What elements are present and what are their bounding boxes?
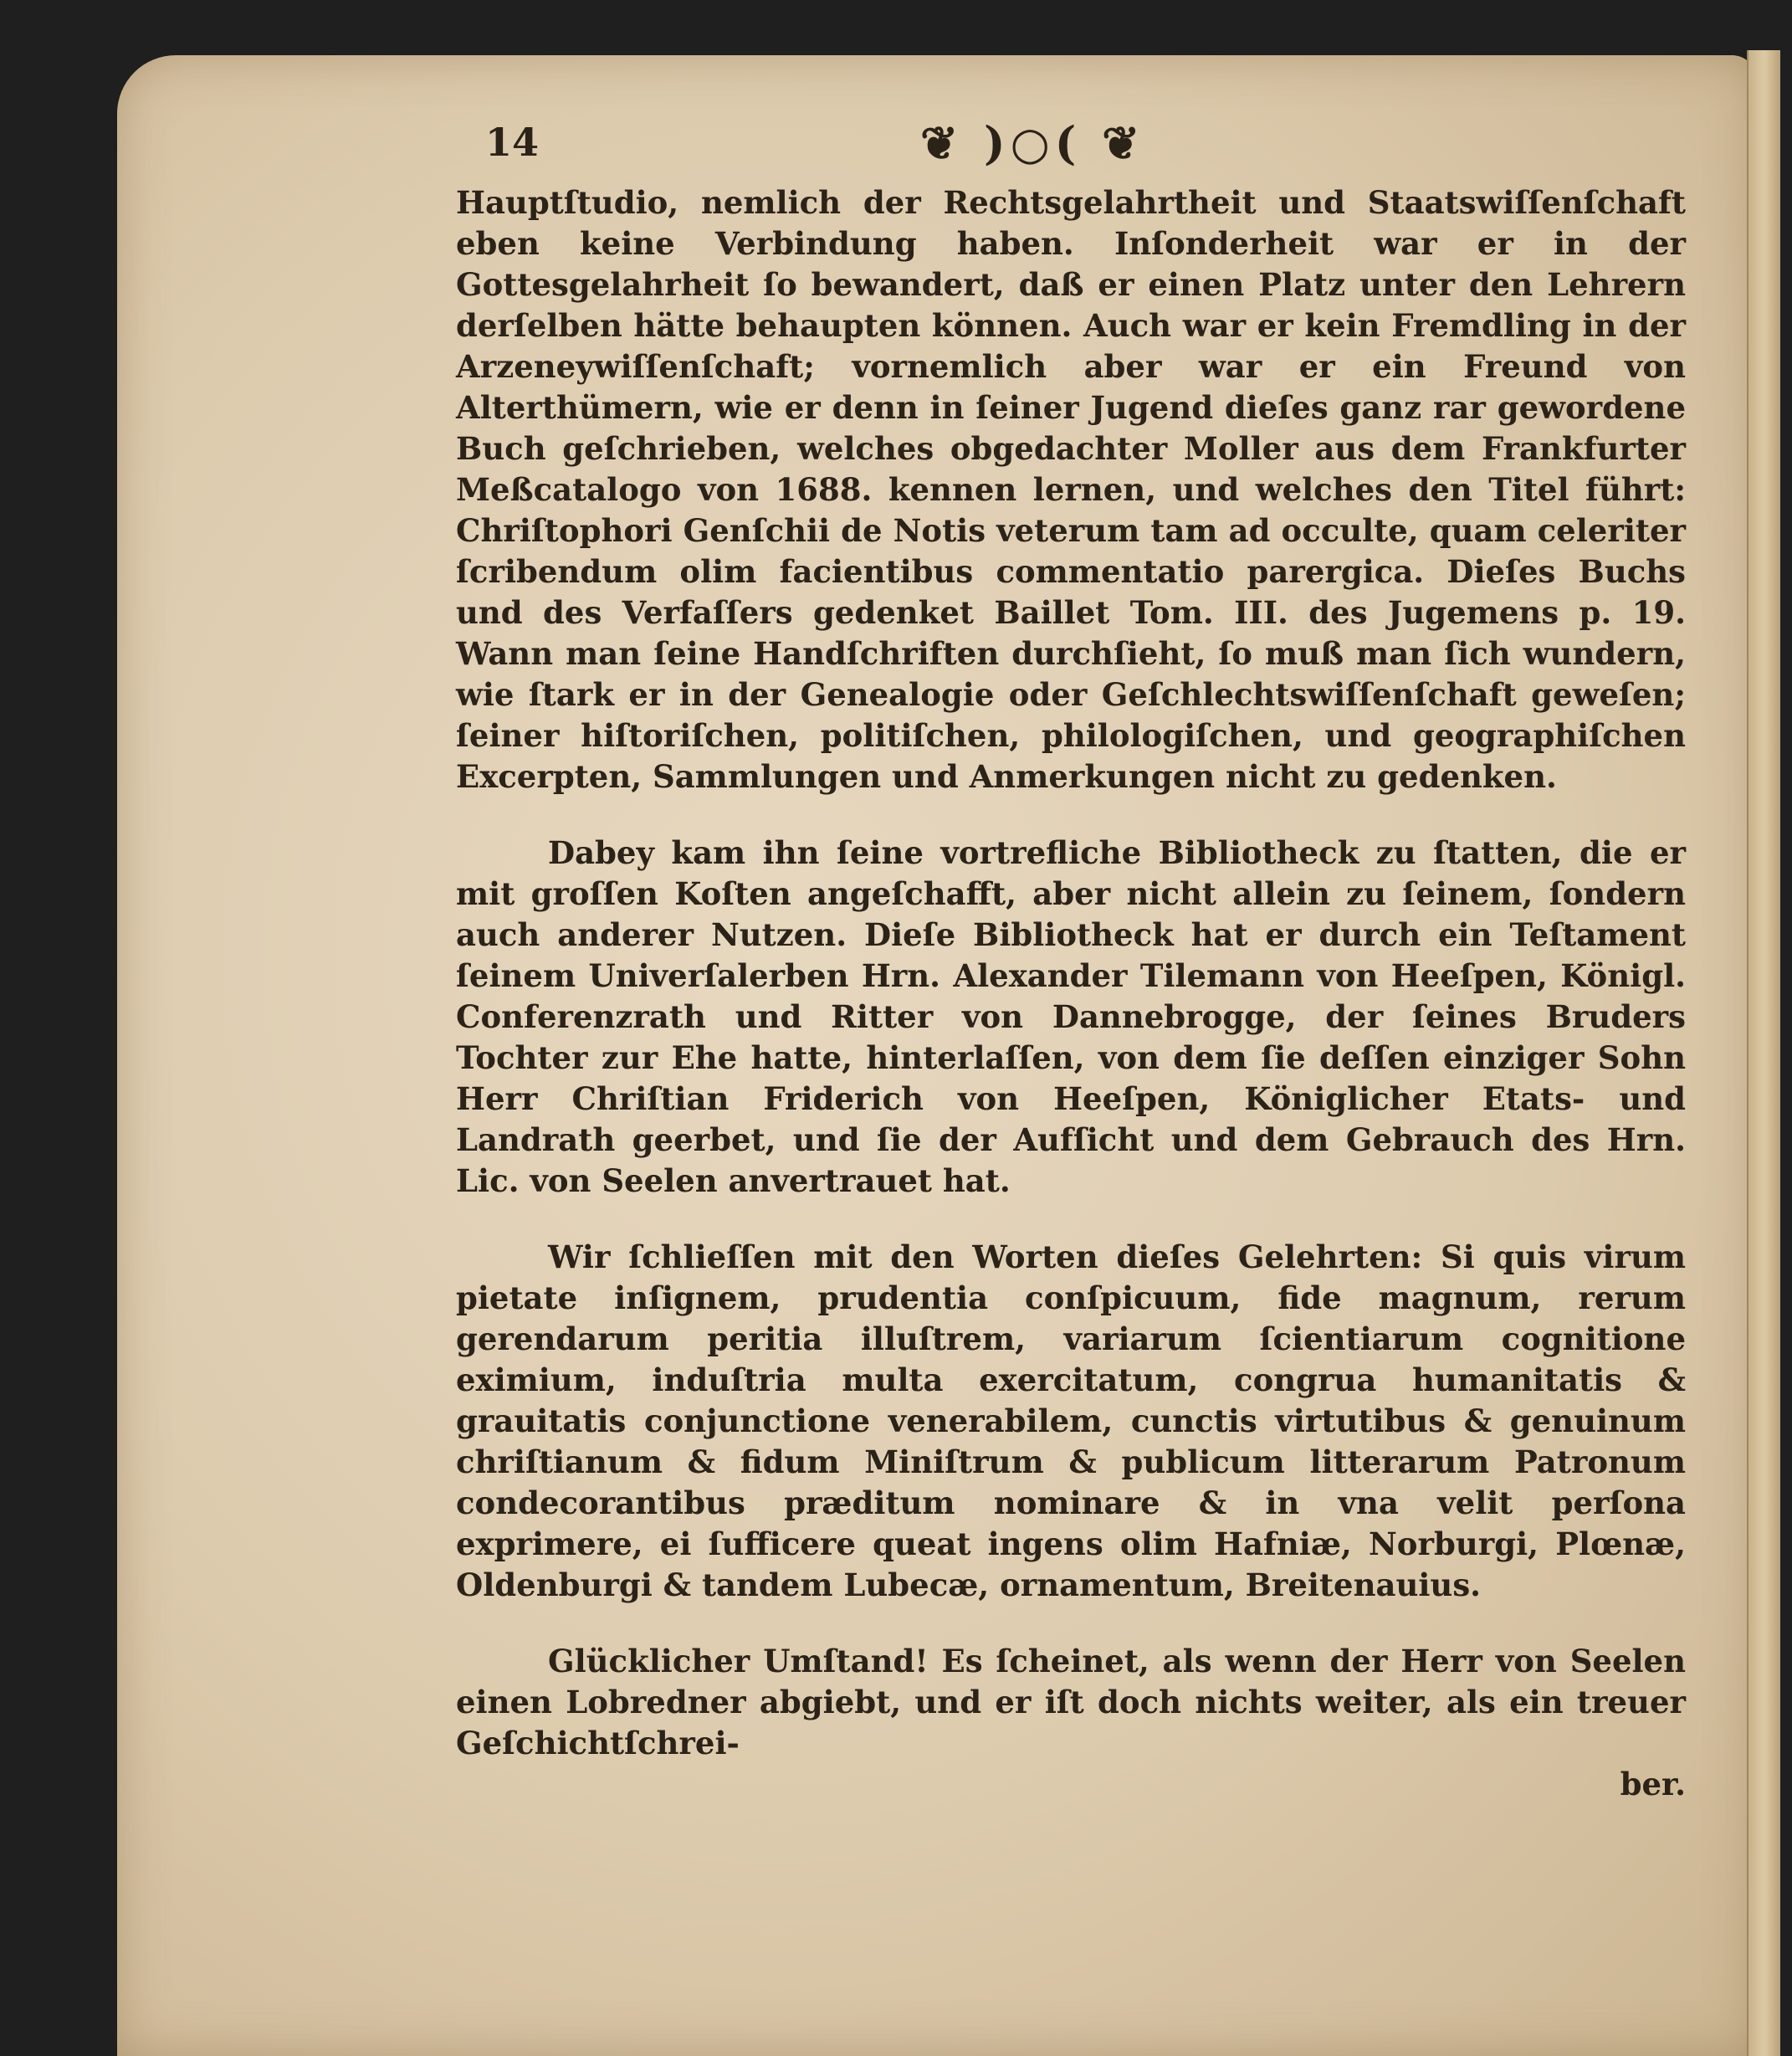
page-header <box>485 113 1590 180</box>
paragraph: Dabey kam ihn ſeine vortrefliche Bibliotheck zu ſtatten, die er mit groſſen Koſten angeſchafft, aber nicht allein zu ſeinem, ſondern auch anderer Nutzen. Dieſe Bibliotheck hat er durch ein Teſtament ſeinem Univerſalerben Hrn. Alexander Tilemann von Heeſpen, Königl. Conferenzrath und Ritter von Dannebrogge, der ſeines Bruders Tochter zur Ehe hatte, hinterlaſſen, von dem ſie deſſen einziger Sohn Herr Chriſtian Friderich von Heeſpen, Königlicher Etats- und Landrath geerbet, und ſie der Aufſicht und dem Gebrauch des Hrn. Lic. von Seelen anvertrauet hat. <box>456 834 1686 1199</box>
paragraph: Hauptſtudio, nemlich der Rechtsgelahrtheit und Staatswiſſenſchaft eben keine Verbindung haben. Inſonderheit war er in der Gottesgelahrheit ſo bewandert, daß er einen Platz unter den Lehrern derſelben hätte behaupten können. Auch war er kein Fremdling in der Arzeneywiſſenſchaft; vornemlich aber war er ein Freund von Alterthümern, wie er denn in ſeiner Jugend dieſes ganz rar gewordene Buch geſchrieben, welches obgedachter Moller aus dem Frankfurter Meßcatalogo von 1688. kennen lernen, und welches den Titel führt: Chriſtophori Genſchii de Notis veterum tam ad occulte, quam celeriter ſcribendum olim facientibus commentatio parergica. Dieſes Buchs und des Verfaſſers gedenket Baillet Tom. III. des Jugemens p. 19. Wann man ſeine Handſchriften durchſieht, ſo muß man ſich wundern, wie ſtark er in der Genealogie oder Geſchlechtswiſſenſchaft geweſen; ſeiner hiſtoriſchen, politiſchen, philologiſchen, und geographiſchen Excerpten, Sammlungen und Anmerkungen nicht zu gedenken. <box>456 184 1686 795</box>
catchword: ber. <box>1620 1766 1686 1802</box>
paragraph: Wir ſchlieſſen mit den Worten dieſes Gelehrten: Si quis virum pietate inſignem, prudentia conſpicuum, fide magnum, rerum gerendarum peritia illuſtrem, variarum ſcientiarum cognitione eximium, induſtria multa exercitatum, congrua humanitatis & grauitatis conjunctione venerabilem, cunctis virtutibus & genuinum chriſtianum & fidum Miniſtrum & publicum litterarum Patronum condecorantibus præditum nominare & in vna velit perſona exprimere, ei ſufficere queat ingens olim Hafniæ, Norburgi, Plœnæ, Oldenburgi & tandem Lubecæ, ornamentum, Breitenauius. <box>456 1238 1686 1603</box>
page-number: 14 <box>485 120 540 165</box>
body-text <box>456 182 1686 1805</box>
paragraph: Glücklicher Umſtand! Es ſcheinet, als wenn der Herr von Seelen einen Lobredner abgiebt, und er iſt doch nichts weiter, als ein treuer Geſchichtſchrei- <box>456 1643 1686 1761</box>
page-edge <box>1747 50 1780 2056</box>
header-ornament: ❦ )○( ❦ <box>920 116 1145 170</box>
